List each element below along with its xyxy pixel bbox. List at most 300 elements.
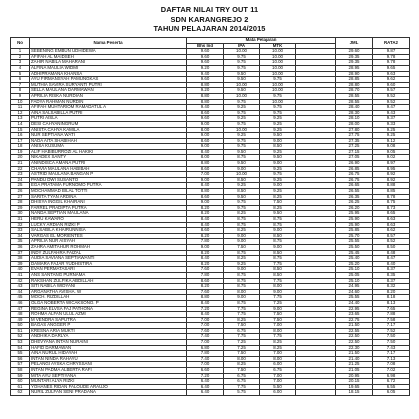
- cell-bahasa-indonesia: 7.40: [187, 356, 224, 362]
- cell-no: 27: [11, 194, 30, 200]
- cell-ipa: 8.25: [224, 228, 260, 234]
- cell-total: 22.55: [336, 328, 373, 334]
- cell-mtk: 8.25: [260, 194, 296, 200]
- cell-ipa: 5.75: [224, 390, 260, 396]
- cell-average: 7.88: [373, 312, 410, 318]
- cell-bahasa-indonesia: 9.20: [187, 88, 224, 94]
- cell-total: 29.35: [336, 54, 373, 60]
- cell-no: 49: [11, 317, 30, 323]
- cell-total: 28.30: [336, 110, 373, 116]
- col-header-mtk: MTK: [260, 43, 296, 49]
- cell-name: HAFID DARMAWAN: [30, 345, 187, 351]
- cell-mtk: 10.00: [260, 99, 296, 105]
- cell-ipa: 9.75: [224, 65, 260, 71]
- cell-no: 51: [11, 328, 30, 334]
- cell-name: PELANGI AYSKA CHRYSSANI: [30, 362, 187, 368]
- cell-ipa: 8.75: [224, 300, 260, 306]
- cell-total: 22.30: [336, 345, 373, 351]
- cell-bahasa-indonesia: 8.60: [187, 138, 224, 144]
- cell-total: 22.75: [336, 317, 373, 323]
- cell-average: 6.55: [373, 384, 410, 390]
- cell-average: 9.02: [373, 155, 410, 161]
- cell-total: 22.50: [336, 334, 373, 340]
- cell-mtk: 8.75: [260, 239, 296, 245]
- cell-mtk: 9.50: [260, 155, 296, 161]
- cell-bahasa-indonesia: 8.60: [187, 278, 224, 284]
- cell-average: 7.13: [373, 356, 410, 362]
- cell-total: 25.85: [336, 228, 373, 234]
- cell-mtk: 9.75: [260, 105, 296, 111]
- cell-mtk: 10.00: [260, 54, 296, 60]
- cell-name: NUR SEPTIANA WATI: [30, 133, 187, 139]
- cell-ipa: 9.75: [224, 138, 260, 144]
- cell-mtk: 7.00: [260, 373, 296, 379]
- cell-mtk: 7.75: [260, 334, 296, 340]
- cell-ipa: 9.00: [224, 239, 260, 245]
- cell-ipa: 9.25: [224, 133, 260, 139]
- cell-average: 8.35: [373, 272, 410, 278]
- cell-average: 9.62: [373, 77, 410, 83]
- cell-average: 7.50: [373, 340, 410, 346]
- cell-average: 7.17: [373, 323, 410, 329]
- cell-bahasa-indonesia: 9.40: [187, 71, 224, 77]
- cell-name: AINA NURUL HIDAYAH: [30, 351, 187, 357]
- cell-no: 16: [11, 133, 30, 139]
- cell-average: 7.17: [373, 351, 410, 357]
- cell-total: 24.40: [336, 300, 373, 306]
- cell-bahasa-indonesia: 8.20: [187, 250, 224, 256]
- cell-bahasa-indonesia: 9.00: [187, 200, 224, 206]
- cell-no: 60: [11, 379, 30, 385]
- cell-total: 18.15: [336, 390, 373, 396]
- cell-ipa: 7.75: [224, 384, 260, 390]
- cell-bahasa-indonesia: 7.00: [187, 362, 224, 368]
- cell-ipa: 10.00: [224, 82, 260, 88]
- cell-ipa: 9.50: [224, 77, 260, 83]
- cell-average: 7.50: [373, 334, 410, 340]
- cell-total: 23.65: [336, 312, 373, 318]
- cell-total: 21.50: [336, 323, 373, 329]
- cell-bahasa-indonesia: 8.20: [187, 284, 224, 290]
- cell-mtk: 8.00: [260, 284, 296, 290]
- cell-ipa: 6.75: [224, 379, 260, 385]
- cell-no: 23: [11, 172, 30, 178]
- cell-bahasa-indonesia: 7.80: [187, 272, 224, 278]
- cell-average: 8.78: [373, 194, 410, 200]
- cell-no: 7: [11, 82, 30, 88]
- cell-name: ANISA KUSUMA: [30, 144, 187, 150]
- cell-bahasa-indonesia: 8.00: [187, 155, 224, 161]
- cell-name: LUCKY ARDIAN RIZKI P: [30, 222, 187, 228]
- cell-average: 8.32: [373, 284, 410, 290]
- grades-table: [10, 37, 410, 396]
- cell-name: SALSABILA KHAIRUNNISA: [30, 228, 187, 234]
- cell-average: 7.02: [373, 368, 410, 374]
- cell-total: 29.35: [336, 60, 373, 66]
- cell-average: 8.50: [373, 244, 410, 250]
- cell-no: 25: [11, 183, 30, 189]
- cell-total: 27.80: [336, 127, 373, 133]
- cell-ipa: 8.00: [224, 289, 260, 295]
- cell-ipa: 7.75: [224, 306, 260, 312]
- cell-total: 25.20: [336, 261, 373, 267]
- cell-ipa: 9.00: [224, 166, 260, 172]
- cell-mtk: 8.00: [260, 356, 296, 362]
- cell-average: 8.40: [373, 261, 410, 267]
- cell-average: 8.73: [373, 205, 410, 211]
- cell-ipa: 8.75: [224, 155, 260, 161]
- cell-no: 1: [11, 49, 30, 55]
- cell-mtk: 7.75: [260, 261, 296, 267]
- cell-no: 58: [11, 368, 30, 374]
- cell-mtk: 8.50: [260, 250, 296, 256]
- cell-bahasa-indonesia: 9.20: [187, 65, 224, 71]
- cell-mtk: 8.75: [260, 256, 296, 262]
- school-name: SDN KARANGREJO 2: [170, 14, 249, 24]
- cell-no: 43: [11, 284, 30, 290]
- cell-bahasa-indonesia: 7.00: [187, 317, 224, 323]
- cell-average: 8.57: [373, 233, 410, 239]
- cell-name: ANISTA CAHYA KAMILA: [30, 127, 187, 133]
- cell-no: 15: [11, 127, 30, 133]
- cell-no: 10: [11, 99, 30, 105]
- cell-bahasa-indonesia: 8.60: [187, 194, 224, 200]
- cell-name: DHEVYANA INTAN NURAINI: [30, 340, 187, 346]
- cell-total: 22.50: [336, 340, 373, 346]
- cell-average: 7.43: [373, 345, 410, 351]
- cell-average: 9.52: [373, 93, 410, 99]
- cell-bahasa-indonesia: 8.80: [187, 93, 224, 99]
- cell-mtk: 9.75: [260, 110, 296, 116]
- cell-total: 25.45: [336, 250, 373, 256]
- cell-average: 9.25: [373, 127, 410, 133]
- cell-name: AFIFAH AL MAIDSEH: [30, 54, 187, 60]
- cell-ipa: 7.25: [224, 345, 260, 351]
- cell-total: 22.95: [336, 306, 373, 312]
- cell-name: NANDA SEPTIAN MAULANA: [30, 211, 187, 217]
- cell-name: ADHIPRAMANA KHANSA: [30, 71, 187, 77]
- cell-mtk: 9.50: [260, 211, 296, 217]
- cell-average: 9.47: [373, 105, 410, 111]
- cell-ipa: 10.00: [224, 127, 260, 133]
- cell-mtk: 8.25: [260, 205, 296, 211]
- cell-ipa: 7.75: [224, 312, 260, 318]
- cell-total: 25.90: [336, 222, 373, 228]
- cell-mtk: 9.00: [260, 289, 296, 295]
- document-header: [0, 5, 419, 34]
- cell-average: 8.95: [373, 166, 410, 172]
- cell-no: 6: [11, 77, 30, 83]
- cell-total: 27.25: [336, 144, 373, 150]
- cell-total: 25.10: [336, 267, 373, 273]
- cell-mtk: 9.25: [260, 121, 296, 127]
- cell-name: DHISYA INGGIL KHAIRANI: [30, 200, 187, 206]
- cell-ipa: 10.00: [224, 49, 260, 55]
- cell-name: EGA PRATAMA FURNOMO PUTRA: [30, 183, 187, 189]
- cell-total: 25.40: [336, 256, 373, 262]
- cell-mtk: 6.75: [260, 368, 296, 374]
- cell-average: 8.13: [373, 300, 410, 306]
- cell-name: FARREL PRADIPTA PUTRA: [30, 205, 187, 211]
- cell-average: 8.97: [373, 161, 410, 167]
- cell-total: 25.90: [336, 217, 373, 223]
- cell-no: 26: [11, 189, 30, 195]
- cell-ipa: 9.25: [224, 261, 260, 267]
- cell-no: 28: [11, 200, 30, 206]
- cell-average: 8.18: [373, 295, 410, 301]
- cell-ipa: 8.75: [224, 217, 260, 223]
- cell-name: ARGANATHA AVISHA. W: [30, 289, 187, 295]
- cell-name: PANDU DWI SUSANTO: [30, 177, 187, 183]
- cell-name: APRILIA RISKA NURDIAN: [30, 93, 187, 99]
- cell-name: SITI NABILA WIDYANI: [30, 284, 187, 290]
- cell-average: 8.47: [373, 256, 410, 262]
- cell-average: 9.33: [373, 121, 410, 127]
- cell-bahasa-indonesia: 7.60: [187, 289, 224, 295]
- cell-name: SELLA MAULANA DARMAWAN: [30, 88, 187, 94]
- cell-no: 34: [11, 233, 30, 239]
- cell-name: ANDHIKA DARLYA: [30, 334, 187, 340]
- cell-average: 8.52: [373, 239, 410, 245]
- cell-mtk: 8.50: [260, 233, 296, 239]
- cell-no: 13: [11, 116, 30, 122]
- cell-no: 2: [11, 54, 30, 60]
- cell-no: 36: [11, 244, 30, 250]
- cell-average: 8.37: [373, 278, 410, 284]
- cell-average: 7.52: [373, 328, 410, 334]
- cell-average: 9.25: [373, 133, 410, 139]
- cell-name: MITA AYU SEPTIYANA: [30, 373, 187, 379]
- cell-ipa: 9.00: [224, 267, 260, 273]
- cell-mtk: 6.00: [260, 390, 296, 396]
- cell-mtk: 9.00: [260, 183, 296, 189]
- cell-no: 45: [11, 295, 30, 301]
- cell-name: APRILIA NUR AISYAH: [30, 239, 187, 245]
- cell-bahasa-indonesia: 7.80: [187, 351, 224, 357]
- cell-mtk: 9.00: [260, 306, 296, 312]
- cell-bahasa-indonesia: 8.80: [187, 161, 224, 167]
- cell-bahasa-indonesia: 7.40: [187, 334, 224, 340]
- cell-average: 9.60: [373, 82, 410, 88]
- cell-average: 8.85: [373, 189, 410, 195]
- cell-ipa: 9.75: [224, 60, 260, 66]
- cell-name: MUTHIA SAVIRA SURYANTI PUTRI: [30, 82, 187, 88]
- cell-average: 6.98: [373, 373, 410, 379]
- cell-average: 8.65: [373, 211, 410, 217]
- cell-ipa: 10.00: [224, 93, 260, 99]
- cell-average: 8.63: [373, 217, 410, 223]
- cell-no: 17: [11, 138, 30, 144]
- cell-bahasa-indonesia: 8.20: [187, 233, 224, 239]
- cell-bahasa-indonesia: 8.40: [187, 217, 224, 223]
- cell-name: NURIL ZULFAN SENI PRADANA: [30, 390, 187, 396]
- cell-total: 28.80: [336, 82, 373, 88]
- cell-average: 9.43: [373, 110, 410, 116]
- cell-ipa: 7.50: [224, 323, 260, 329]
- cell-no: 46: [11, 300, 30, 306]
- cell-no: 38: [11, 256, 30, 262]
- cell-bahasa-indonesia: 7.80: [187, 239, 224, 245]
- cell-no: 4: [11, 65, 30, 71]
- cell-average: 8.75: [373, 200, 410, 206]
- cell-mtk: 10.00: [260, 65, 296, 71]
- cell-total: 20.95: [336, 373, 373, 379]
- cell-bahasa-indonesia: 8.40: [187, 312, 224, 318]
- cell-total: 21.05: [336, 368, 373, 374]
- cell-mtk: 9.25: [260, 177, 296, 183]
- cell-bahasa-indonesia: 8.40: [187, 222, 224, 228]
- cell-ipa: 8.25: [224, 211, 260, 217]
- cell-bahasa-indonesia: 7.00: [187, 340, 224, 346]
- cell-average: 8.20: [373, 289, 410, 295]
- cell-no: 24: [11, 177, 30, 183]
- cell-ipa: 7.50: [224, 368, 260, 374]
- cell-bahasa-indonesia: 9.60: [187, 49, 224, 55]
- cell-bahasa-indonesia: 7.00: [187, 323, 224, 329]
- cell-total: 25.10: [336, 278, 373, 284]
- cell-total: 25.55: [336, 239, 373, 245]
- cell-name: RAKSHAN ZULFIKA ABDILLAH: [30, 278, 187, 284]
- cell-mtk: 9.75: [260, 93, 296, 99]
- cell-total: 21.50: [336, 351, 373, 357]
- cell-ipa: 8.75: [224, 250, 260, 256]
- cell-average: 9.08: [373, 144, 410, 150]
- cell-bahasa-indonesia: 8.80: [187, 99, 224, 105]
- cell-bahasa-indonesia: 9.00: [187, 133, 224, 139]
- cell-average: 6.72: [373, 379, 410, 385]
- cell-bahasa-indonesia: 9.60: [187, 116, 224, 122]
- cell-bahasa-indonesia: 9.00: [187, 177, 224, 183]
- cell-no: 32: [11, 222, 30, 228]
- cell-bahasa-indonesia: 8.20: [187, 261, 224, 267]
- cell-total: 26.85: [336, 166, 373, 172]
- cell-total: 28.00: [336, 121, 373, 127]
- cell-bahasa-indonesia: 8.60: [187, 166, 224, 172]
- cell-mtk: 7.50: [260, 312, 296, 318]
- cell-bahasa-indonesia: 8.80: [187, 295, 224, 301]
- cell-no: 50: [11, 323, 30, 329]
- cell-no: 62: [11, 390, 30, 396]
- cell-no: 39: [11, 261, 30, 267]
- cell-average: 8.48: [373, 250, 410, 256]
- cell-average: 7.65: [373, 306, 410, 312]
- cell-total: 25.50: [336, 244, 373, 250]
- cell-no: 47: [11, 306, 30, 312]
- cell-total: 19.65: [336, 384, 373, 390]
- cell-bahasa-indonesia: 9.60: [187, 77, 224, 83]
- cell-name: ROHMA ALFAN ULUL AZMI: [30, 312, 187, 318]
- cell-name: DESI CAHYANINGRUM: [30, 121, 187, 127]
- cell-average: 9.78: [373, 54, 410, 60]
- cell-ipa: 9.50: [224, 149, 260, 155]
- table-row: [11, 390, 410, 396]
- academic-year: TAHUN PELAJARAN 2014/2015: [153, 24, 266, 34]
- cell-total: 28.85: [336, 77, 373, 83]
- cell-mtk: 7.25: [260, 300, 296, 306]
- cell-name: ZAHIR NABILA MAHARANI: [30, 60, 187, 66]
- cell-mtk: 9.75: [260, 172, 296, 178]
- cell-ipa: 9.75: [224, 205, 260, 211]
- cell-no: 8: [11, 88, 30, 94]
- cell-mtk: 7.00: [260, 323, 296, 329]
- cell-total: 25.70: [336, 233, 373, 239]
- cell-ipa: 8.25: [224, 256, 260, 262]
- cell-no: 37: [11, 250, 30, 256]
- cell-name: PUTRI AISLA: [30, 116, 187, 122]
- cell-name: AFIFAH MUHTARIOM RAMADATUL A: [30, 105, 187, 111]
- cell-average: 8.88: [373, 183, 410, 189]
- cell-no: 42: [11, 278, 30, 284]
- cell-no: 14: [11, 121, 30, 127]
- cell-ipa: 10.00: [224, 172, 260, 178]
- cell-mtk: 9.75: [260, 77, 296, 83]
- cell-ipa: 9.75: [224, 200, 260, 206]
- cell-ipa: 9.25: [224, 105, 260, 111]
- cell-mtk: 10.00: [260, 60, 296, 66]
- cell-total: 27.05: [336, 155, 373, 161]
- cell-ipa: 9.50: [224, 161, 260, 167]
- cell-no: 52: [11, 334, 30, 340]
- cell-mtk: 5.50: [260, 384, 296, 390]
- cell-total: 21.40: [336, 356, 373, 362]
- cell-no: 18: [11, 144, 30, 150]
- cell-name: DAMARA FAJAR YUDHISTIRA: [30, 261, 187, 267]
- cell-ipa: 8.75: [224, 222, 260, 228]
- cell-name: OLGA NOBERTA WICAKSONO. P: [30, 300, 187, 306]
- cell-ipa: 6.75: [224, 328, 260, 334]
- cell-bahasa-indonesia: 9.60: [187, 54, 224, 60]
- cell-name: INTAN NINDA RAHAYU: [30, 356, 187, 362]
- cell-ipa: 9.00: [224, 233, 260, 239]
- cell-mtk: 8.25: [260, 345, 296, 351]
- cell-name: EVAN PERMATASARI: [30, 267, 187, 273]
- cell-no: 59: [11, 373, 30, 379]
- cell-ipa: 9.50: [224, 71, 260, 77]
- cell-name: YOHANES RIDAN FALOUDE ARAUJO: [30, 384, 187, 390]
- cell-mtk: 10.00: [260, 49, 296, 55]
- cell-empty: [296, 390, 336, 396]
- cell-bahasa-indonesia: 6.40: [187, 390, 224, 396]
- cell-ipa: 8.50: [224, 189, 260, 195]
- cell-mtk: 10.00: [260, 88, 296, 94]
- col-header-subjects: Mata Pelajaran: [187, 38, 336, 44]
- col-header-bahasa-indonesia: Bhs Ind: [187, 43, 224, 49]
- cell-name: VARGAS EL MORIENTES: [30, 233, 187, 239]
- cell-total: 26.25: [336, 200, 373, 206]
- cell-name: NADA AITA SHABIHAH: [30, 138, 187, 144]
- cell-average: 8.92: [373, 172, 410, 178]
- cell-total: 26.35: [336, 194, 373, 200]
- cell-average: 9.87: [373, 49, 410, 55]
- cell-mtk: 7.75: [260, 295, 296, 301]
- cell-average: 9.65: [373, 65, 410, 71]
- cell-bahasa-indonesia: 9.40: [187, 105, 224, 111]
- col-header-ipa: IPA: [224, 43, 260, 49]
- cell-name: SEBENING EMBUN UDHIDEWA: [30, 49, 187, 55]
- cell-bahasa-indonesia: 8.00: [187, 127, 224, 133]
- col-header-name: Nama Peserta: [30, 38, 187, 49]
- cell-total: 26.75: [336, 177, 373, 183]
- cell-mtk: 8.25: [260, 340, 296, 346]
- cell-ipa: 9.75: [224, 110, 260, 116]
- cell-bahasa-indonesia: 9.00: [187, 121, 224, 127]
- cell-mtk: 9.25: [260, 149, 296, 155]
- cell-mtk: 8.50: [260, 267, 296, 273]
- cell-name: REGINA ELVSA FAJ PATHONA: [30, 306, 187, 312]
- cell-bahasa-indonesia: 8.60: [187, 228, 224, 234]
- cell-name: MUNTARI ALYA RIZKI: [30, 379, 187, 385]
- cell-no: 3: [11, 60, 30, 66]
